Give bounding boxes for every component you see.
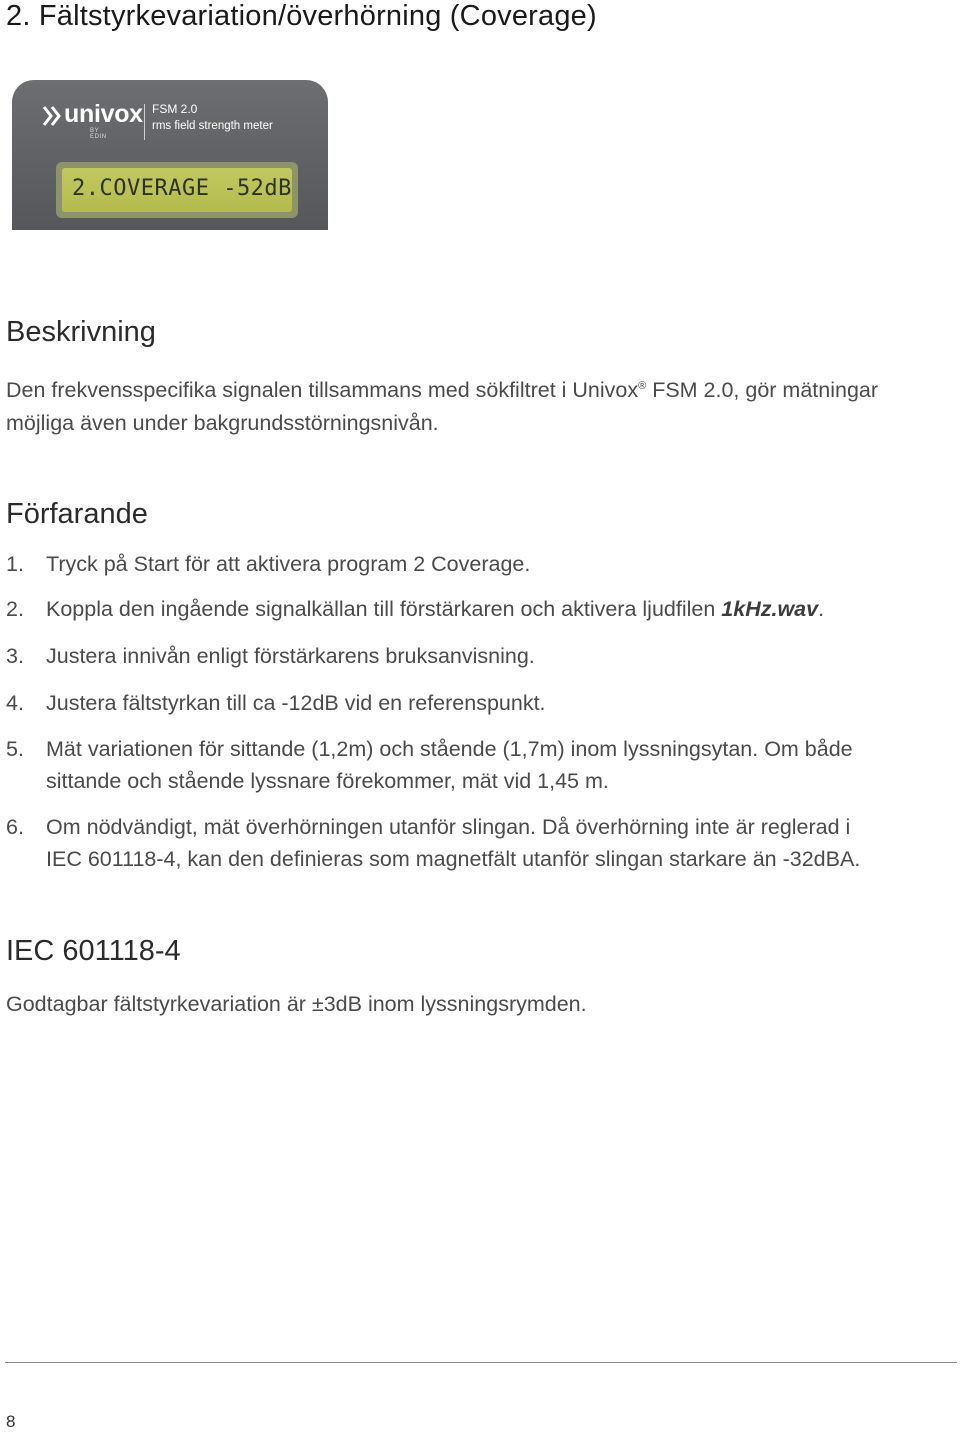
- description-text: Den frekvensspecifika signalen tillsammans med sökfiltret i Univox® FSM 2.0, gör mätningar möjliga även under bakgrundsstörningsnivån.: [6, 378, 879, 436]
- univox-chevron-icon: [42, 104, 64, 128]
- page-number: 8: [6, 1412, 16, 1431]
- brand-sub: BY EDIN: [90, 128, 107, 140]
- iec-heading: IEC 601118-4: [6, 935, 181, 967]
- lcd-text: 2.COVERAGE -52dB: [72, 176, 292, 201]
- brand-name: univox: [64, 100, 143, 128]
- procedure-heading: Förfarande: [6, 498, 148, 530]
- footer-divider: [5, 1362, 957, 1363]
- iec-text: Godtagbar fältstyrkevariation är ±3dB inom lyssningsrymden.: [6, 992, 587, 1016]
- device-description: rms field strength meter: [152, 120, 273, 132]
- description-heading: Beskrivning: [6, 316, 156, 348]
- page-title: 2. Fältstyrkevariation/överhörning (Coverage): [6, 0, 597, 32]
- device-model: FSM 2.0: [152, 102, 198, 116]
- lcd-display: [56, 162, 298, 218]
- logo-divider: [144, 104, 145, 140]
- device-photo: [12, 80, 328, 230]
